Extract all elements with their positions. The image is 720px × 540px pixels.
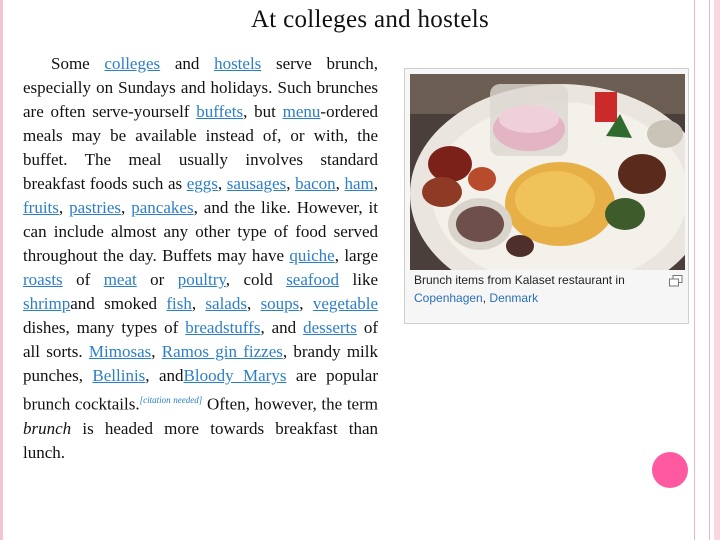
body-text-segment: ,	[335, 174, 345, 193]
link-ham[interactable]: ham	[344, 174, 374, 193]
figure-caption	[414, 271, 654, 307]
body-text-segment: , cold	[225, 270, 287, 289]
link-ramos-gin-fizzes[interactable]: Ramos gin fizzes	[161, 342, 283, 361]
link-sausages[interactable]: sausages	[226, 174, 287, 193]
link-buffets[interactable]: buffets	[196, 102, 244, 121]
body-text-segment: and	[160, 54, 215, 73]
body-text-segment: or	[136, 270, 178, 289]
body-text-segment: ,	[373, 174, 379, 193]
link-menu[interactable]: menu	[282, 102, 321, 121]
body-text-segment: are popular brunch cocktails.	[23, 366, 379, 414]
left-border	[0, 0, 3, 540]
link-bellinis[interactable]: Bellinis	[92, 366, 146, 385]
link-breadstuffs[interactable]: breadstuffs	[185, 318, 261, 337]
link-soups[interactable]: soups	[260, 294, 300, 313]
link-bloody-marys[interactable]: Bloody Marys	[183, 366, 287, 385]
brunch-photo-illustration	[410, 74, 685, 270]
body-text-segment: ,	[217, 174, 227, 193]
body-text-segment: ,	[121, 198, 132, 217]
link-vegetable[interactable]: vegetable	[312, 294, 379, 313]
caption-separator: ,	[482, 291, 490, 305]
body-text-segment: serve brunch, especially on Sundays and holidays. Such brunches are often serve-yourself	[23, 54, 379, 121]
body-text-segment: ,	[246, 294, 261, 313]
body-text-segment: and smoked	[70, 294, 167, 313]
slide-title: At colleges and hostels	[250, 6, 490, 33]
body-text	[23, 52, 378, 465]
body-text-segment: Often, however, the term	[202, 394, 378, 414]
right-border	[694, 0, 710, 540]
link-meat[interactable]: meat	[103, 270, 137, 289]
body-text-segment: is headed more towards breakfast than lunch.	[23, 418, 378, 462]
link-fish[interactable]: fish	[166, 294, 192, 313]
link-roasts[interactable]: roasts	[23, 270, 63, 289]
right-border-edge	[714, 0, 720, 540]
link-hostels[interactable]: hostels	[214, 54, 262, 73]
body-text-segment: ,	[58, 198, 70, 217]
body-text-segment: dishes, many types of	[23, 318, 186, 337]
link-salads[interactable]: salads	[205, 294, 247, 313]
body-text-segment: ,	[151, 342, 162, 361]
body-text-segment: ,	[299, 294, 313, 313]
body-text-segment: , large	[334, 246, 378, 265]
body-text-segment: , brandy milk punches,	[23, 342, 379, 385]
body-text-segment: , and the like. However, it can include almost any other type of food served throughout the day. Buffets may have	[23, 198, 379, 265]
image-figure	[404, 68, 689, 324]
link-bacon[interactable]: bacon	[295, 174, 336, 193]
link-quiche[interactable]: quiche	[289, 246, 335, 265]
body-text-segment: , and	[260, 318, 304, 337]
caption-link-denmark[interactable]: Denmark	[489, 291, 539, 305]
link-fruits[interactable]: fruits	[23, 198, 59, 217]
body-text-segment: of	[62, 270, 104, 289]
link-pastries[interactable]: pastries	[69, 198, 122, 217]
body-text-segment: ,	[191, 294, 206, 313]
enlarge-icon[interactable]	[669, 274, 683, 286]
brunch-term: brunch	[23, 418, 72, 438]
body-text-segment: , but	[243, 102, 283, 121]
body-text-segment: of all sorts.	[23, 318, 378, 361]
link-eggs[interactable]: eggs	[186, 174, 218, 193]
link-colleges[interactable]: colleges	[104, 54, 161, 73]
brunch-photo[interactable]	[410, 74, 685, 270]
link-seafood[interactable]: seafood	[286, 270, 340, 289]
body-text-segment: Some	[51, 54, 105, 73]
link-mimosas[interactable]: Mimosas	[88, 342, 152, 361]
body-text-segment: like	[339, 270, 378, 289]
caption-text: Brunch items from Kalaset restaurant in	[414, 273, 625, 287]
caption-link-copenhagen[interactable]: Copenhagen	[414, 291, 483, 305]
link-pancakes[interactable]: pancakes	[131, 198, 194, 217]
body-text-segment: ,	[286, 174, 296, 193]
link-shrimp[interactable]: shrimp	[23, 294, 71, 313]
link-desserts[interactable]: desserts	[303, 318, 357, 337]
decorative-dot	[652, 452, 688, 488]
citation-needed-link[interactable]: [citation needed]	[139, 395, 203, 405]
link-poultry[interactable]: poultry	[177, 270, 226, 289]
body-text-segment: , and	[145, 366, 184, 385]
body-text-segment: -ordered meals may be available instead of, or with, the buffet. The meal usually involves standard breakfast foods such as	[23, 102, 378, 193]
